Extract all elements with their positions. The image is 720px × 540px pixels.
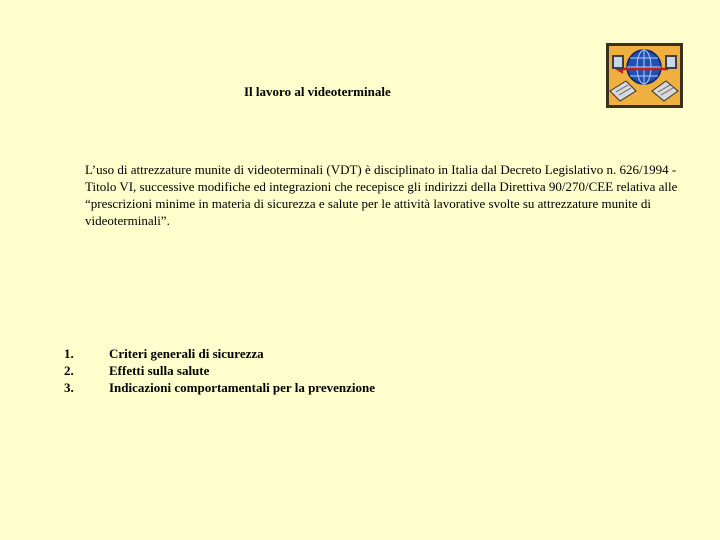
- list-item: [64, 362, 375, 379]
- networked-computers-globe-icon: [606, 43, 683, 108]
- list-item: [64, 379, 375, 396]
- intro-paragraph: L’uso di attrezzature munite di videoterminali (VDT) è disciplinato in Italia dal Decreto Legislativo n. 626/1994 - Titolo VI, successive modifiche ed integrazioni che recepisce gli indirizzi della Direttiva 90/270/CEE relativa alle “prescrizioni minime in materia di sicurezza e salute per le attività lavorative svolte su attrezzature munite di videoterminali”.: [85, 162, 678, 228]
- list-item-number: 3.: [64, 380, 74, 395]
- list-item-label: Effetti sulla salute: [109, 363, 210, 378]
- slide-title: Il lavoro al videoterminale: [244, 84, 391, 99]
- list-item-label: Criteri generali di sicurezza: [109, 346, 264, 361]
- list-item: [64, 345, 375, 362]
- list-item-label: Indicazioni comportamentali per la prevenzione: [109, 380, 375, 395]
- list-item-number: 1.: [64, 346, 74, 361]
- topic-list: [64, 345, 375, 396]
- list-item-number: 2.: [64, 363, 74, 378]
